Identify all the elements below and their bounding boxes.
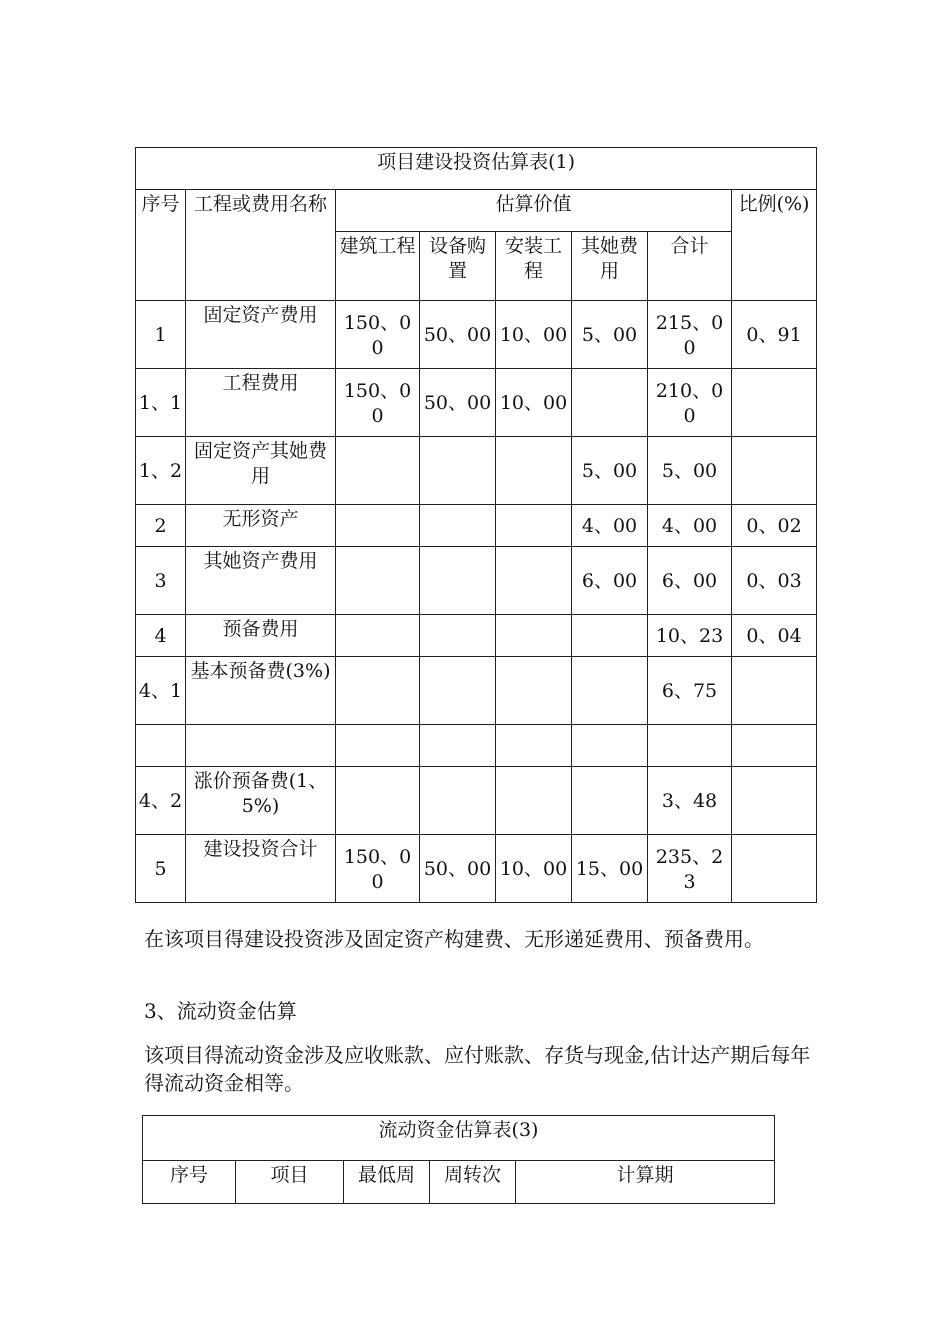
- building-cost: [336, 725, 420, 767]
- ratio: [732, 657, 817, 725]
- total-cost: 6、75: [648, 657, 732, 725]
- row-name: [186, 725, 336, 767]
- building-cost: [336, 615, 420, 657]
- header-total: 合计: [648, 232, 732, 301]
- installation-cost: 10、00: [496, 835, 572, 903]
- row-name: 基本预备费(3%): [186, 657, 336, 725]
- header-equipment: 设备购置: [420, 232, 496, 301]
- equipment-cost: [420, 615, 496, 657]
- paragraph-investment: 在该项目得建设投资涉及固定资产构建费、无形递延费用、预备费用。: [144, 927, 764, 951]
- row-name: 固定资产费用: [186, 301, 336, 369]
- other-cost: [572, 657, 648, 725]
- ratio: [732, 767, 817, 835]
- ratio: 0、04: [732, 615, 817, 657]
- total-cost: 210、00: [648, 369, 732, 437]
- total-cost: 4、00: [648, 505, 732, 547]
- other-cost: 5、00: [572, 301, 648, 369]
- row-seq: 3: [136, 547, 186, 615]
- total-cost: 6、00: [648, 547, 732, 615]
- row-name: 无形资产: [186, 505, 336, 547]
- equipment-cost: 50、00: [420, 835, 496, 903]
- header-item: 项目: [236, 1161, 344, 1204]
- other-cost: 6、00: [572, 547, 648, 615]
- total-cost: 235、23: [648, 835, 732, 903]
- other-cost: 4、00: [572, 505, 648, 547]
- row-seq: 1、1: [136, 369, 186, 437]
- table-row: [136, 725, 817, 767]
- building-cost: [336, 437, 420, 505]
- building-cost: 150、00: [336, 369, 420, 437]
- header-seq: 序号: [143, 1161, 236, 1204]
- other-cost: [572, 725, 648, 767]
- other-cost: 5、00: [572, 437, 648, 505]
- equipment-cost: 50、00: [420, 301, 496, 369]
- row-seq: 2: [136, 505, 186, 547]
- equipment-cost: 50、00: [420, 369, 496, 437]
- table-title: 项目建设投资估算表(1): [136, 148, 817, 190]
- building-cost: [336, 767, 420, 835]
- row-name: 其她资产费用: [186, 547, 336, 615]
- installation-cost: [496, 615, 572, 657]
- table-row: [136, 369, 817, 437]
- paragraph-working-capital: 该项目得流动资金涉及应收账款、应付账款、存货与现金,估计达产期后每年得流动资金相等。: [144, 1043, 811, 1095]
- installation-cost: [496, 767, 572, 835]
- installation-cost: [496, 505, 572, 547]
- ratio: 0、02: [732, 505, 817, 547]
- building-cost: [336, 657, 420, 725]
- row-seq: 4、1: [136, 657, 186, 725]
- table-title: 流动资金估算表(3): [143, 1116, 775, 1161]
- other-cost: [572, 369, 648, 437]
- ratio: [732, 437, 817, 505]
- row-name: 涨价预备费(1、5%): [186, 767, 336, 835]
- installation-cost: [496, 725, 572, 767]
- investment-estimate-table: [135, 147, 817, 903]
- header-turnover: 周转次: [430, 1161, 516, 1204]
- header-ratio: 比例(%): [732, 190, 817, 301]
- header-building: 建筑工程: [336, 232, 420, 301]
- building-cost: [336, 505, 420, 547]
- ratio: [732, 835, 817, 903]
- building-cost: 150、00: [336, 301, 420, 369]
- installation-cost: 10、00: [496, 301, 572, 369]
- table-row: [136, 437, 817, 505]
- row-seq: 4、2: [136, 767, 186, 835]
- building-cost: 150、00: [336, 835, 420, 903]
- equipment-cost: [420, 657, 496, 725]
- header-period: 计算期: [516, 1161, 775, 1204]
- header-name: 工程或费用名称: [186, 190, 336, 301]
- table-row: [136, 835, 817, 903]
- equipment-cost: [420, 437, 496, 505]
- row-name: 固定资产其她费用: [186, 437, 336, 505]
- header-min-days: 最低周: [344, 1161, 430, 1204]
- table-body: [136, 301, 817, 903]
- other-cost: [572, 767, 648, 835]
- ratio: 0、03: [732, 547, 817, 615]
- row-seq: 4: [136, 615, 186, 657]
- total-cost: 5、00: [648, 437, 732, 505]
- header-other: 其她费用: [572, 232, 648, 301]
- header-estimate: 估算价值: [336, 190, 732, 232]
- table-row: [136, 505, 817, 547]
- other-cost: [572, 615, 648, 657]
- table-row: [136, 547, 817, 615]
- section-heading: 3、流动资金估算: [144, 999, 297, 1023]
- working-capital-table: [142, 1115, 775, 1204]
- other-cost: 15、00: [572, 835, 648, 903]
- table-row: [136, 767, 817, 835]
- equipment-cost: [420, 767, 496, 835]
- installation-cost: [496, 547, 572, 615]
- total-cost: 215、00: [648, 301, 732, 369]
- installation-cost: [496, 657, 572, 725]
- table-row: [136, 615, 817, 657]
- table-row: [136, 301, 817, 369]
- installation-cost: [496, 437, 572, 505]
- ratio: [732, 725, 817, 767]
- building-cost: [336, 547, 420, 615]
- row-seq: 1、2: [136, 437, 186, 505]
- equipment-cost: [420, 505, 496, 547]
- header-seq: 序号: [136, 190, 186, 301]
- ratio: 0、91: [732, 301, 817, 369]
- ratio: [732, 369, 817, 437]
- row-name: 预备费用: [186, 615, 336, 657]
- total-cost: 3、48: [648, 767, 732, 835]
- equipment-cost: [420, 547, 496, 615]
- row-seq: 5: [136, 835, 186, 903]
- table-row: [136, 657, 817, 725]
- total-cost: [648, 725, 732, 767]
- total-cost: 10、23: [648, 615, 732, 657]
- equipment-cost: [420, 725, 496, 767]
- header-installation: 安装工程: [496, 232, 572, 301]
- row-name: 建设投资合计: [186, 835, 336, 903]
- row-seq: [136, 725, 186, 767]
- installation-cost: 10、00: [496, 369, 572, 437]
- row-seq: 1: [136, 301, 186, 369]
- row-name: 工程费用: [186, 369, 336, 437]
